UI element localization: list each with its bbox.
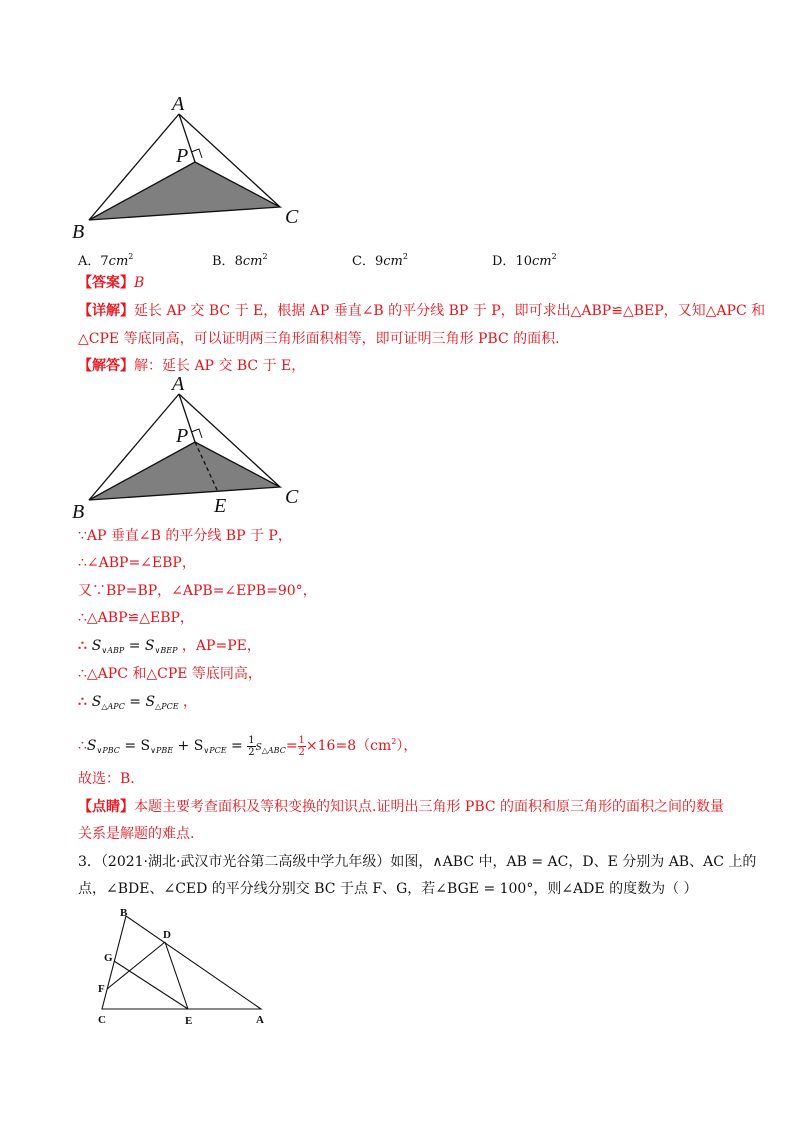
step-9: 故选：B. xyxy=(78,771,135,787)
segment-de xyxy=(165,942,188,1009)
option-d: D．$10cm^2$ xyxy=(492,252,557,269)
step-7: ∴ $S_{\triangle APC} = S_{\triangle PCE}$ ， xyxy=(78,694,197,711)
label-c: C xyxy=(285,206,299,228)
step-3: 又∵BP=BP，∠APB=∠EPB=90°， xyxy=(78,583,317,599)
segment-eg xyxy=(114,961,188,1009)
detail-line-2: △CPE 等底同高，可以证明两三角形面积相等，即可证明三角形 PBC 的面积. xyxy=(78,331,560,347)
step-8: $\therefore S_{\vee PBC} = S_{\vee PBE} + S_{\vee PCE}$ = $\frac{1}{2}$ $S_{\triangle ABC}=$ $\frac{1}{2}$ $\times 16=8(cm^2)$， xyxy=(78,734,418,758)
label-b: B xyxy=(72,221,85,240)
label-e: E xyxy=(185,1015,193,1027)
figure-triangle-abc-1 xyxy=(60,90,320,240)
label-d: D xyxy=(163,929,171,941)
label-c: C xyxy=(285,486,299,508)
answer-line: 【答案】B xyxy=(78,275,145,291)
solution-line: 【解答】解：延长 AP 交 BC 于 E， xyxy=(78,358,306,374)
detail-line-1: 【详解】延长 AP 交 BC 于 E，根据 AP 垂直∠B 的平分线 BP 于 P，即可求出△ABP≌△BEP，又知△APC 和 xyxy=(78,303,766,319)
label-a: A xyxy=(256,1014,264,1026)
option-b: B．$8cm^2$ xyxy=(212,252,268,269)
triangle-outline xyxy=(102,916,261,1009)
fraction-one-half-2: $\frac{1}{2}$ xyxy=(298,734,305,758)
shaded-triangle-pbc xyxy=(89,162,280,220)
label-b: B xyxy=(72,501,85,520)
label-p: P xyxy=(176,145,189,167)
step-4: ∴△ABP≌△EBP， xyxy=(78,610,194,626)
fraction-one-half-1: $\frac{1}{2}$ xyxy=(248,734,255,758)
label-a: A xyxy=(172,373,185,395)
figure-triangle-abc-3 xyxy=(88,905,288,1030)
step-6: ∴△APC 和△CPE 等底同高， xyxy=(78,666,262,682)
shaded-triangle-pbc xyxy=(89,442,280,500)
label-f: F xyxy=(98,983,105,995)
label-a: A xyxy=(172,93,185,115)
question-3-line-2: 点，∠BDE、∠CED 的平分线分别交 BC 于点 F、G，若∠BGE = 100°，则∠ADE 的度数为（ ） xyxy=(78,881,698,897)
question-3-line-1: 3．（2021·湖北·武汉市光谷第二高级中学九年级）如图，∧ABC 中，AB = AC，D、E 分别为 AB、AC 上的 xyxy=(78,854,757,870)
segment-df xyxy=(107,942,165,989)
option-c: C．$9cm^2$ xyxy=(352,252,408,269)
comment-line-2: 关系是解题的难点. xyxy=(78,826,195,842)
figure-triangle-abc-2 xyxy=(60,370,320,520)
step-5: ∴ $S_{\vee ABP} = S_{\vee BEP}$ ，AP=PE， xyxy=(78,638,261,655)
comment-line-1: 【点睛】本题主要考查面积及等积变换的知识点.证明出三角形 PBC 的面积和原三角形的面积之间的数量 xyxy=(78,799,725,815)
label-b: B xyxy=(120,907,128,919)
label-c: C xyxy=(98,1014,106,1026)
step-2: ∴∠ABP=∠EBP， xyxy=(78,555,196,571)
label-e: E xyxy=(214,495,227,517)
option-a: A．$7cm^2$ xyxy=(78,252,134,269)
label-p: P xyxy=(176,425,189,447)
step-1: ∵AP 垂直∠B 的平分线 BP 于 P， xyxy=(78,528,292,544)
label-g: G xyxy=(104,952,113,964)
